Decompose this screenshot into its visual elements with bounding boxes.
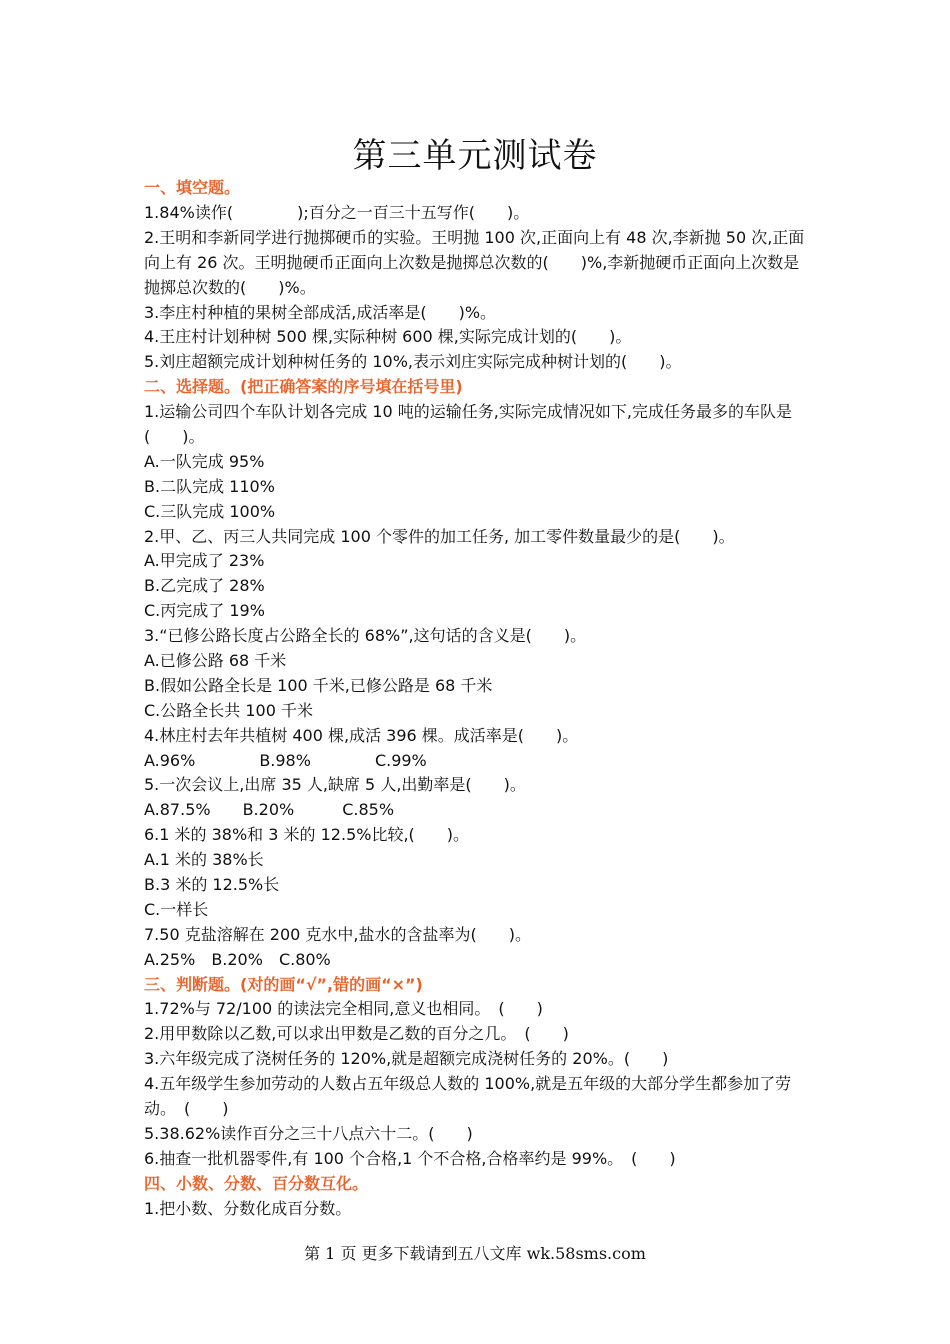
question-item: 3.“已修公路长度占公路全长的 68%”,这句话的含义是( )。 xyxy=(144,626,587,646)
page-title: 第三单元测试卷 xyxy=(352,136,598,176)
question-item: 2.甲、乙、丙三人共同完成 100 个零件的加工任务, 加工零件数量最少的是( )。 xyxy=(144,526,735,546)
question-item: 4.五年级学生参加劳动的人数占五年级总人数的 100%,就是五年级的大部分学生都参加了劳动。 ( ) xyxy=(144,1074,792,1119)
question-item: 6.1 米的 38%和 3 米的 12.5%比较,( )。 xyxy=(144,825,470,845)
choice-option: B.假如公路全长是 100 千米,已修公路是 68 千米 xyxy=(144,675,493,695)
section-heading-fill-in: 一、填空题。 xyxy=(144,178,241,197)
question-item: 5.刘庄超额完成计划种树任务的 10%,表示刘庄实际完成种树计划的( )。 xyxy=(144,352,682,372)
document-body xyxy=(144,176,808,1222)
choice-option: B.二队完成 110% xyxy=(144,476,275,496)
question-item: 4.林庄村去年共植树 400 棵,成活 396 棵。成活率是( )。 xyxy=(144,725,579,745)
question-item: 3.六年级完成了浇树任务的 120%,就是超额完成浇树任务的 20%。( ) xyxy=(144,1049,669,1069)
choice-option: B.乙完成了 28% xyxy=(144,576,265,596)
question-item: 5.一次会议上,出席 35 人,缺席 5 人,出勤率是( )。 xyxy=(144,775,526,795)
choice-option: A.87.5% B.20% C.85% xyxy=(144,800,395,820)
question-item: 1.把小数、分数化成百分数。 xyxy=(144,1198,352,1218)
question-item: 1.84%读作( );百分之一百三十五写作( )。 xyxy=(144,202,530,222)
choice-option: A.一队完成 95% xyxy=(144,451,265,471)
question-item: 3.李庄村种植的果树全部成活,成活率是( )%。 xyxy=(144,302,497,322)
question-item: 7.50 克盐溶解在 200 克水中,盐水的含盐率为( )。 xyxy=(144,924,531,944)
question-item: 1.运输公司四个车队计划各完成 10 吨的运输任务,实际完成情况如下,完成任务最多的车队是( )。 xyxy=(144,402,792,446)
choice-option: C.丙完成了 19% xyxy=(144,601,265,621)
question-item: 2.王明和李新同学进行抛掷硬币的实验。王明抛 100 次,正面向上有 48 次,李新抛 50 次,正面向上有 26 次。王明抛硬币正面向上次数是抛掷总次数的( )%,李新抛硬币正面向上次数是抛掷总次数的( )%。 xyxy=(144,227,805,297)
choice-option: A.甲完成了 23% xyxy=(144,551,265,571)
question-item: 4.王庄村计划种树 500 棵,实际种树 600 棵,实际完成计划的( )。 xyxy=(144,327,632,347)
section-heading-true-false: 三、判断题。(对的画“√”,错的画“×”) xyxy=(144,974,423,994)
question-item: 5.38.62%读作百分之三十八点六十二。( ) xyxy=(144,1123,473,1143)
choice-option: A.25% B.20% C.80% xyxy=(144,949,331,969)
question-item: 1.72%与 72/100 的读法完全相同,意义也相同。 ( ) xyxy=(144,999,543,1019)
question-item: 6.抽查一批机器零件,有 100 个合格,1 个不合格,合格率约是 99%。 ( ) xyxy=(144,1148,676,1168)
section-heading-multiple-choice: 二、选择题。(把正确答案的序号填在括号里) xyxy=(144,377,463,397)
choice-option: A.96% B.98% C.99% xyxy=(144,750,427,770)
choice-option: C.一样长 xyxy=(144,899,209,919)
choice-option: C.三队完成 100% xyxy=(144,501,276,521)
question-item: 2.用甲数除以乙数,可以求出甲数是乙数的百分之几。 ( ) xyxy=(144,1024,569,1044)
choice-option: A.已修公路 68 千米 xyxy=(144,651,287,670)
page-footer: 第 1 页 更多下载请到五八文库 wk.58sms.com xyxy=(304,1244,646,1263)
choice-option: A.1 米的 38%长 xyxy=(144,850,264,870)
choice-option: C.公路全长共 100 千米 xyxy=(144,700,313,720)
section-heading-conversion: 四、小数、分数、百分数互化。 xyxy=(144,1173,369,1193)
choice-option: B.3 米的 12.5%长 xyxy=(144,875,280,895)
